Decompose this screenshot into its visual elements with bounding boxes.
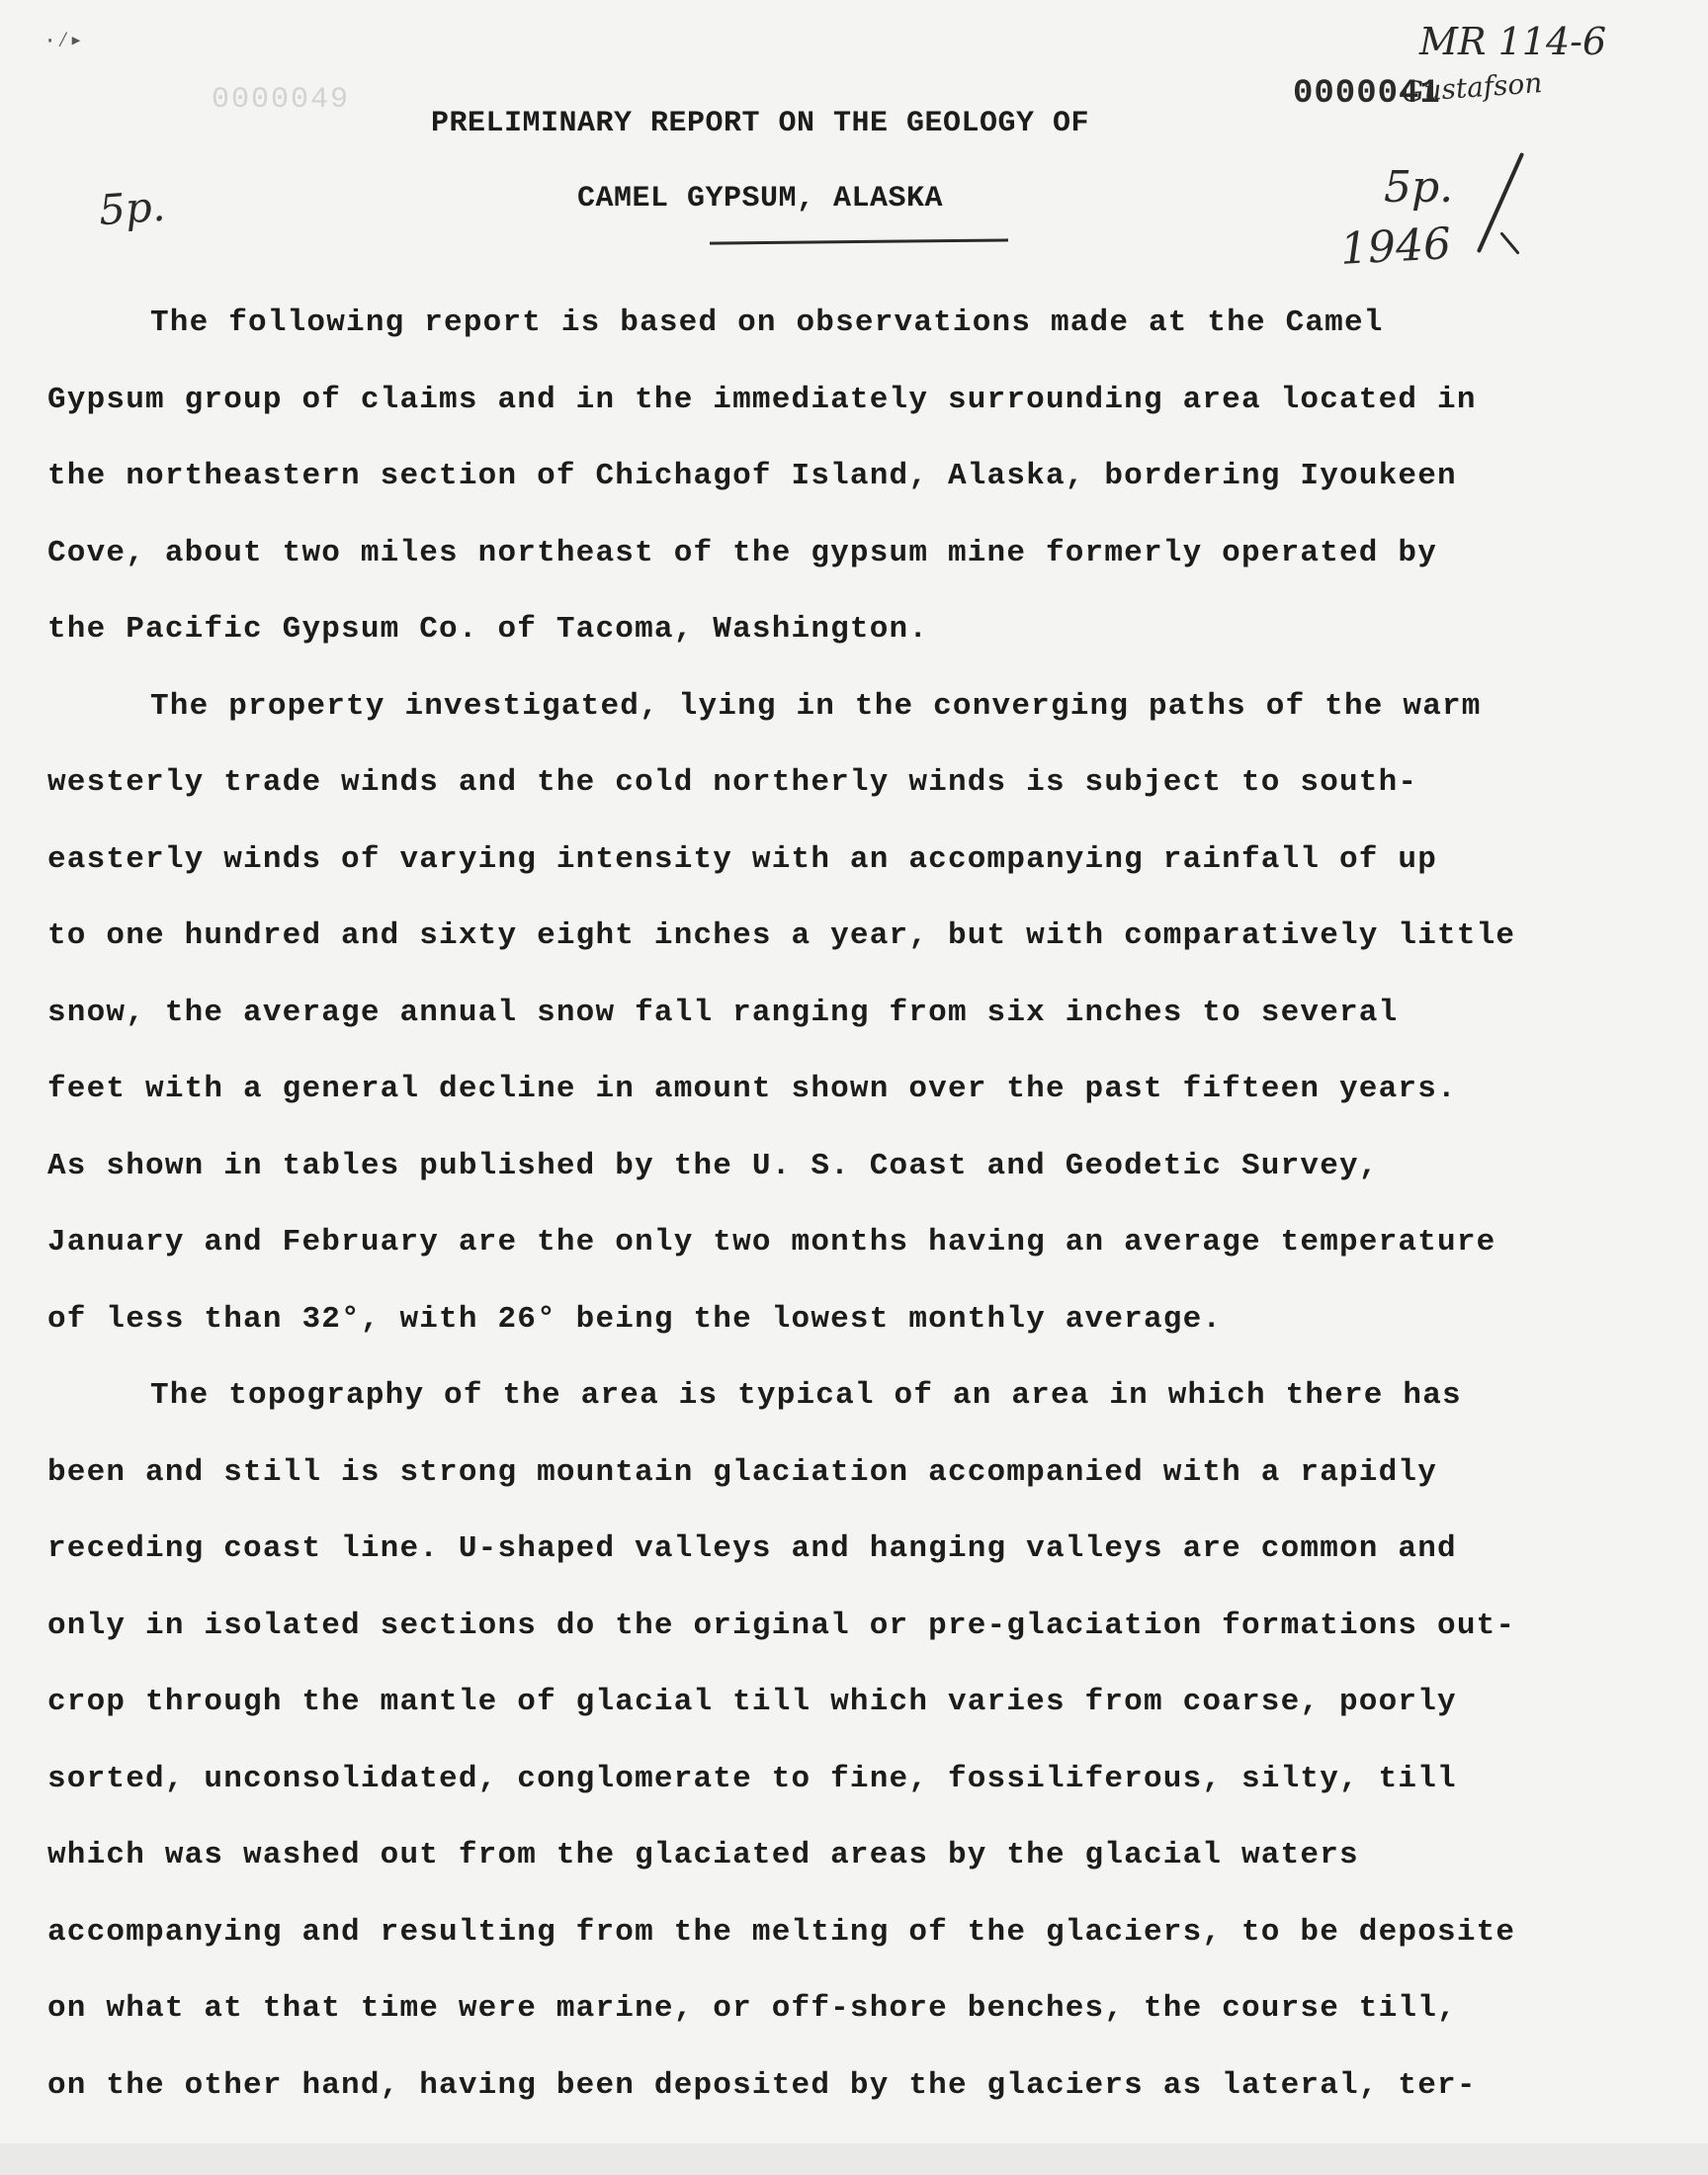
body-line: accompanying and resulting from the melting of the glaciers, to be deposite: [47, 1914, 1516, 1950]
body-line: sorted, unconsolidated, conglomerate to fine, fossiliferous, silty, till: [47, 1761, 1457, 1796]
scan-bottom-edge: [0, 2143, 1708, 2175]
ghost-stamp-number: 0000049: [212, 83, 351, 117]
body-line: on what at that time were marine, or off-shore benches, the course till,: [47, 1991, 1457, 2026]
body-line: snow, the average annual snow fall ranging from six inches to several: [47, 995, 1399, 1030]
report-title-line-1: PRELIMINARY REPORT ON THE GEOLOGY OF: [430, 107, 1090, 140]
body-line: The following report is based on observations made at the Camel: [150, 305, 1384, 340]
body-line: on the other hand, having been deposited by the glaciers as lateral, ter-: [47, 2067, 1477, 2103]
body-line: Gypsum group of claims and in the immediately surrounding area located in: [47, 382, 1477, 417]
body-line: westerly trade winds and the cold northerly winds is subject to south-: [47, 765, 1418, 800]
report-body: [47, 285, 1708, 2124]
check-mark-tick: [1499, 231, 1519, 254]
body-line: The property investigated, lying in the converging paths of the warm: [150, 688, 1482, 724]
body-line: to one hundred and sixty eight inches a year, but with comparatively little: [47, 918, 1516, 953]
body-line: The topography of the area is typical of an area in which there has: [150, 1378, 1462, 1413]
body-line: easterly winds of varying intensity with an accompanying rainfall of up: [47, 841, 1438, 877]
pages-annotation-right: 5p.: [1384, 162, 1454, 213]
body-line: been and still is strong mountain glaciation accompanied with a rapidly: [47, 1454, 1438, 1490]
body-line: the northeastern section of Chichagof Island, Alaska, bordering Iyoukeen: [47, 459, 1457, 493]
body-line: of less than 32°, with 26° being the lowest monthly average.: [47, 1301, 1223, 1337]
body-line: crop through the mantle of glacial till which varies from coarse, poorly: [47, 1685, 1457, 1719]
archive-code-annotation: MR 114-6: [1419, 20, 1607, 63]
pages-annotation-left: 5p.: [97, 181, 167, 235]
stamp-number: 0000041: [1293, 75, 1441, 113]
body-line: only in isolated sections do the original or pre-glaciation formations out-: [47, 1608, 1516, 1643]
body-line: Cove, about two miles northeast of the gypsum mine formerly operated by: [47, 535, 1438, 570]
author-annotation: Gustafson: [1401, 66, 1544, 109]
body-line: receding coast line. U-shaped valleys and hanging valleys are common and: [47, 1531, 1457, 1566]
body-line: feet with a general decline in amount shown over the past fifteen years.: [47, 1072, 1457, 1106]
body-line: the Pacific Gypsum Co. of Tacoma, Washington.: [47, 612, 929, 647]
report-title-line-2: CAMEL GYPSUM, ALASKA: [576, 182, 944, 216]
body-line: January and February are the only two months having an average temperature: [47, 1225, 1496, 1260]
title-underline: [710, 238, 1008, 244]
corner-mark: ·⁄▸: [43, 29, 83, 53]
body-line: which was washed out from the glaciated areas by the glacial waters: [47, 1838, 1359, 1872]
year-annotation: 1946: [1338, 218, 1453, 275]
body-line: As shown in tables published by the U. S. Coast and Geodetic Survey,: [47, 1148, 1379, 1183]
